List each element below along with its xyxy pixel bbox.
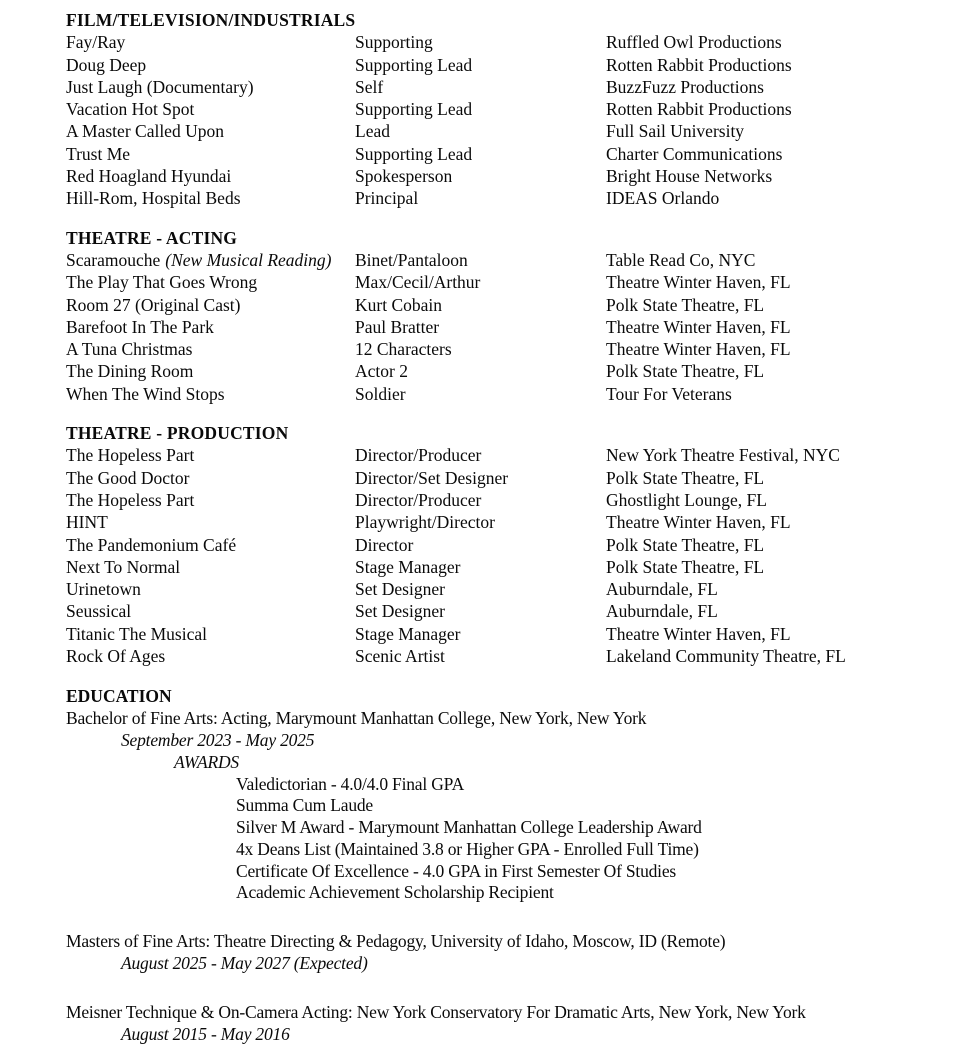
credit-row [66,444,932,466]
credit-role: Supporting Lead [355,143,473,164]
credit-title-text: Scaramouche [66,249,161,270]
credit-company: Polk State Theatre, FL [606,556,765,577]
credit-title [66,187,355,209]
credit-title-text: Seussical [66,601,132,622]
education-dates: August 2025 - May 2027 (Expected) [121,953,368,974]
credit-role: Self [355,76,384,97]
credit-title-text: Titanic The Musical [66,623,207,644]
credit-title [66,467,355,489]
credit-company: Full Sail University [606,121,745,142]
education-title: EDUCATION [66,686,172,707]
credit-company: Bright House Networks [606,166,773,187]
credits-sections [66,9,932,667]
credit-title [66,556,355,578]
credit-company: Rotten Rabbit Productions [606,99,792,120]
credit-title-text: The Good Doctor [66,467,190,488]
credit-title-text: The Play That Goes Wrong [66,272,258,293]
credit-company: Theatre Winter Haven, FL [606,339,791,360]
credit-title [66,623,355,645]
credit-company: Theatre Winter Haven, FL [606,316,791,337]
credit-title-text: When The Wind Stops [66,383,225,404]
credit-section [66,227,932,405]
credit-role: Supporting [355,32,433,53]
award-item: Academic Achievement Scholarship Recipient [236,882,554,903]
credit-row [66,249,932,271]
credit-company: Table Read Co, NYC [606,249,756,270]
credit-role: Spokesperson [355,166,453,187]
credit-row [66,600,932,622]
credit-row [66,578,932,600]
award-item: Valedictorian - 4.0/4.0 Final GPA [236,773,465,794]
credit-role: Set Designer [355,601,445,622]
credit-company: Charter Communications [606,143,783,164]
credit-row [66,556,932,578]
credit-row [66,143,932,165]
credit-title-text: Red Hoagland Hyundai [66,166,232,187]
education-entry [66,708,932,904]
credit-row [66,338,932,360]
credit-title [66,271,355,293]
credit-role: Director/Set Designer [355,467,509,488]
credit-title [66,360,355,382]
credit-title [66,120,355,142]
credit-company: New York Theatre Festival, NYC [606,445,840,466]
credit-title-text: A Master Called Upon [66,121,224,142]
credit-title-text: HINT [66,512,108,533]
credit-role: Scenic Artist [355,646,445,667]
credit-company: Theatre Winter Haven, FL [606,272,791,293]
credit-title-text: The Hopeless Part [66,489,195,510]
credit-title [66,316,355,338]
credit-title-text: Doug Deep [66,54,147,75]
education-section [66,686,932,1045]
credit-role: Stage Manager [355,623,461,644]
credit-row [66,294,932,316]
section-title: FILM/TELEVISION/INDUSTRIALS [66,10,356,30]
credit-company: Polk State Theatre, FL [606,361,765,382]
credit-title [66,444,355,466]
credit-role: Max/Cecil/Arthur [355,272,481,293]
award-item: 4x Deans List (Maintained 3.8 or Higher GPA - Enrolled Full Time) [236,838,699,859]
award-item: Summa Cum Laude [236,795,373,816]
credit-role: Director/Producer [355,445,482,466]
credit-row [66,98,932,120]
credit-row [66,360,932,382]
credit-company: Tour For Veterans [606,383,732,404]
credit-title-text: Vacation Hot Spot [66,99,195,120]
credit-title [66,383,355,405]
credit-section [66,9,932,210]
credit-role: 12 Characters [355,339,452,360]
credit-title [66,54,355,76]
credit-title-text: Fay/Ray [66,32,126,53]
credit-title [66,249,355,271]
credit-row [66,120,932,142]
credit-row [66,489,932,511]
credit-row [66,534,932,556]
credit-title [66,600,355,622]
credit-row [66,467,932,489]
section-title: THEATRE - ACTING [66,227,238,248]
credit-row [66,316,932,338]
credit-title-text: Barefoot In The Park [66,316,214,337]
award-item: Silver M Award - Marymount Manhattan College Leadership Award [236,817,702,838]
credit-company: BuzzFuzz Productions [606,76,764,97]
education-degree: Meisner Technique & On-Camera Acting: New York Conservatory For Dramatic Arts, New York, New York [66,1001,806,1022]
credit-title [66,143,355,165]
credit-company: Theatre Winter Haven, FL [606,512,791,533]
credit-row [66,645,932,667]
credit-role: Director/Producer [355,489,482,510]
credit-row [66,623,932,645]
credit-role: Director [355,534,414,555]
credit-role: Soldier [355,383,406,404]
credit-company: Ghostlight Lounge, FL [606,489,767,510]
credit-row [66,76,932,98]
section-title: THEATRE - PRODUCTION [66,423,289,444]
credit-company: Ruffled Owl Productions [606,32,782,53]
credit-row [66,511,932,533]
credit-company: Rotten Rabbit Productions [606,54,792,75]
credit-role: Paul Bratter [355,316,440,337]
credit-role: Supporting Lead [355,54,473,75]
credit-role: Set Designer [355,579,445,600]
credit-title [66,98,355,120]
education-degree: Masters of Fine Arts: Theatre Directing & Pedagogy, University of Idaho, Moscow, ID (Remote) [66,931,726,952]
credit-title [66,338,355,360]
credit-title [66,534,355,556]
credit-title-text: A Tuna Christmas [66,339,193,360]
award-item: Certificate Of Excellence - 4.0 GPA in First Semester Of Studies [236,860,677,881]
credit-title-text: Next To Normal [66,556,181,577]
credit-role: Supporting Lead [355,99,473,120]
credit-company: Polk State Theatre, FL [606,467,765,488]
credit-company: Auburndale, FL [606,579,718,600]
education-entries [66,708,932,1045]
credit-company: Polk State Theatre, FL [606,534,765,555]
education-dates: September 2023 - May 2025 [121,729,315,750]
credit-title-text: The Hopeless Part [66,445,195,466]
credit-role: Playwright/Director [355,512,495,533]
credit-company: Auburndale, FL [606,601,718,622]
education-entry [66,931,932,975]
credit-row [66,165,932,187]
credit-row [66,54,932,76]
education-dates: August 2015 - May 2016 [121,1023,290,1044]
credit-title-note: (New Musical Reading) [165,249,332,270]
credit-title [66,76,355,98]
credit-title-text: Rock Of Ages [66,646,166,667]
credit-role: Stage Manager [355,556,461,577]
credit-title-text: Room 27 (Original Cast) [66,294,241,315]
credit-company: Theatre Winter Haven, FL [606,623,791,644]
credit-company: Lakeland Community Theatre, FL [606,646,846,667]
credit-section [66,422,932,667]
credit-title-text: Hill-Rom, Hospital Beds [66,188,241,209]
credit-title [66,489,355,511]
credit-row [66,383,932,405]
credit-row [66,31,932,53]
credit-title-text: Trust Me [66,143,131,164]
credit-title-text: Just Laugh (Documentary) [66,76,254,97]
credit-title [66,511,355,533]
credit-title [66,578,355,600]
credit-role: Kurt Cobain [355,294,443,315]
credit-role: Principal [355,188,419,209]
credit-title [66,31,355,53]
credit-title-text: The Pandemonium Café [66,534,237,555]
awards-label: AWARDS [174,751,239,772]
credit-title-text: The Dining Room [66,361,194,382]
credit-row [66,187,932,209]
credit-title [66,645,355,667]
credit-title [66,165,355,187]
credit-role: Actor 2 [355,361,408,382]
credit-company: IDEAS Orlando [606,188,720,209]
credit-title [66,294,355,316]
education-entry [66,1002,932,1046]
credit-title-text: Urinetown [66,579,141,600]
credit-row [66,271,932,293]
credit-role: Lead [355,121,390,142]
credit-company: Polk State Theatre, FL [606,294,765,315]
education-degree: Bachelor of Fine Arts: Acting, Marymount Manhattan College, New York, New York [66,708,647,729]
credit-role: Binet/Pantaloon [355,249,468,270]
